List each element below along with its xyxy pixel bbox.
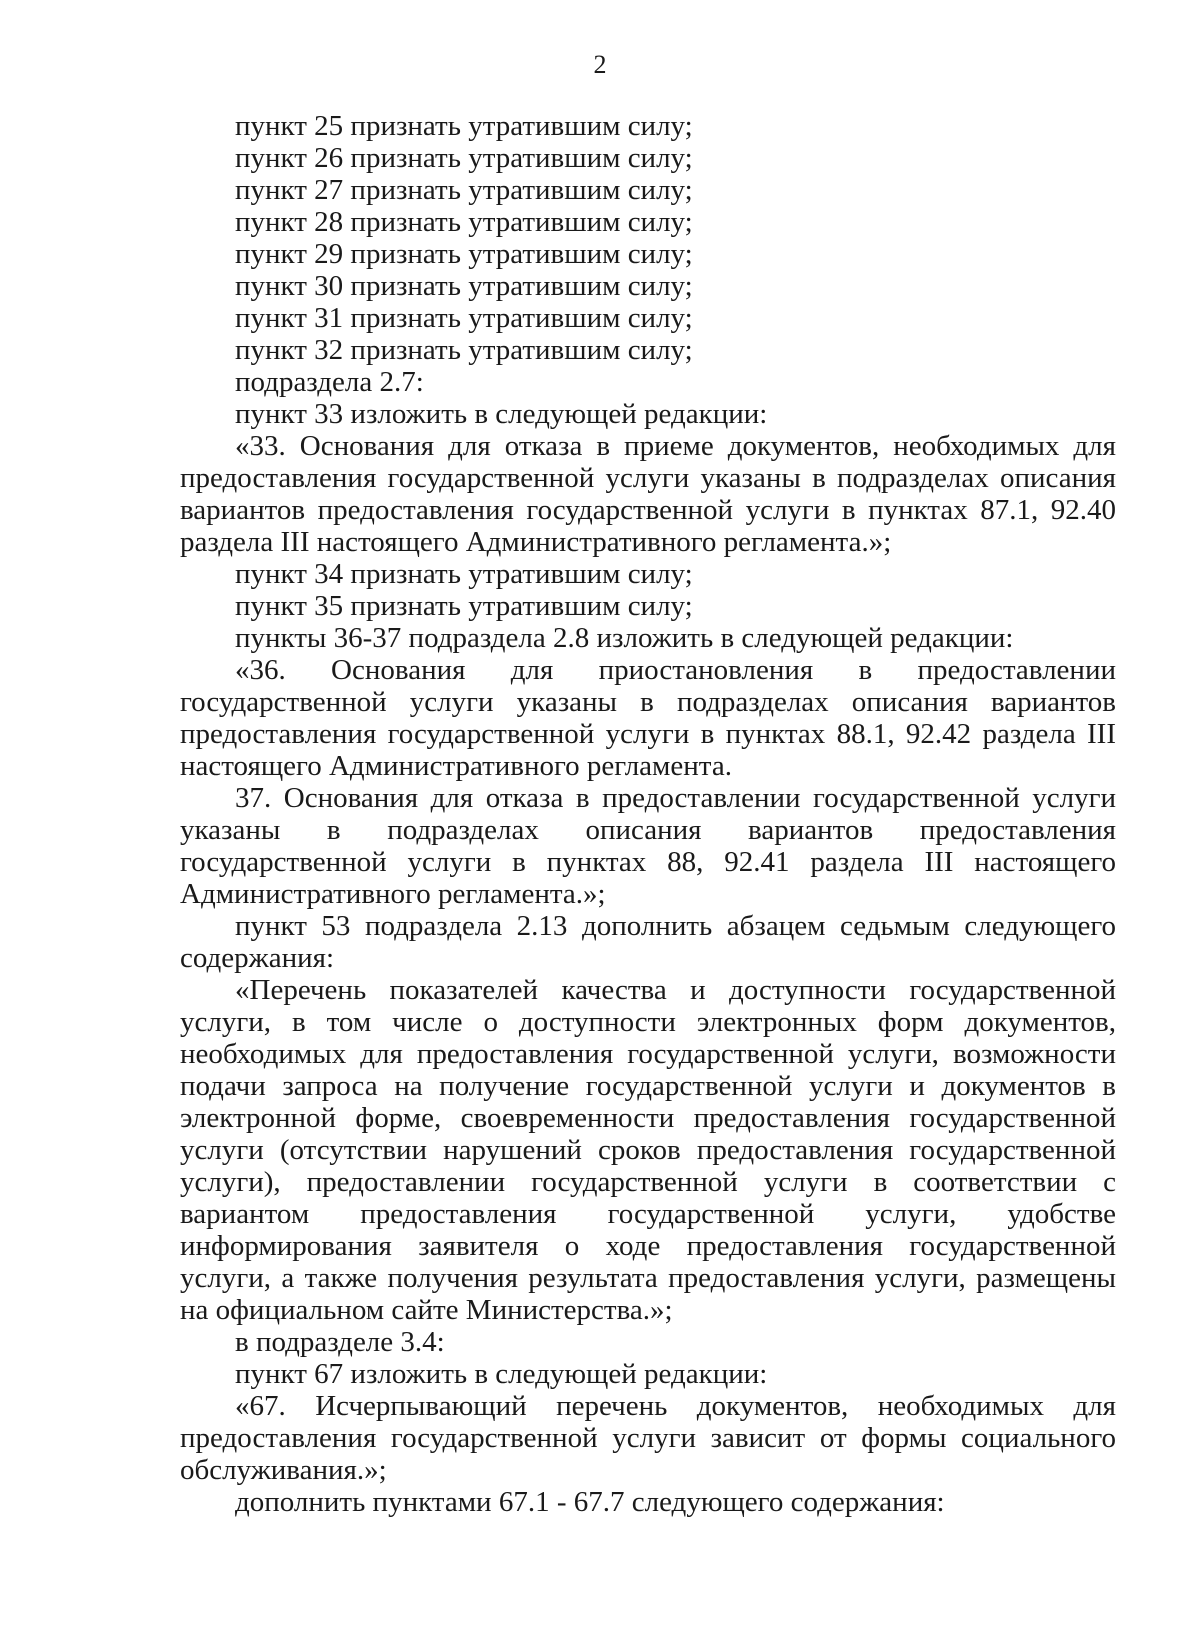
paragraph-36: «36. Основания для приостановления в предоставлении государственной услуги указаны в подразделах описания вариантов предоставления государственной услуги в пунктах 88.1, 92.42 раздела III настоящего Административного регламента. bbox=[180, 654, 1116, 782]
text-line-points-36-37-intro: пункты 36-37 подраздела 2.8 изложить в следующей редакции: bbox=[235, 622, 1014, 654]
text-line-point-29: пункт 29 признать утратившим силу; bbox=[235, 238, 693, 270]
text-line-point-25: пункт 25 признать утратившим силу; bbox=[235, 110, 693, 142]
text-line-points-67-1-67-7-intro: дополнить пунктами 67.1 - 67.7 следующего содержания: bbox=[235, 1486, 945, 1518]
text-line-point-26: пункт 26 признать утратившим силу; bbox=[235, 142, 693, 174]
paragraph-37: 37. Основания для отказа в предоставлении государственной услуги указаны в подразделах описания вариантов предоставления государственной услуги в пунктах 88, 92.41 раздела III настоящего Административного регламента.»; bbox=[180, 782, 1116, 910]
paragraph-67: «67. Исчерпывающий перечень документов, необходимых для предоставления государственной услуги зависит от формы социального обслуживания.»; bbox=[180, 1390, 1116, 1486]
page-number: 2 bbox=[593, 50, 607, 79]
text-line-subsection-3-4: в подразделе 3.4: bbox=[235, 1326, 445, 1358]
paragraph-quality-indicators: «Перечень показателей качества и доступности государственной услуги, в том числе о доступности электронных форм документов, необходимых для предоставления государственной услуги, возможности подачи запроса на получение государственной услуги и документов в электронной форме, своевременности предоставления государственной услуги (отсутствии нарушений сроков предоставления государственной услуги), предоставлении государственной услуги в соответствии с вариантом предоставления государственной услуги, удобстве информирования заявителя о ходе предоставления государственной услуги, а также получения результата предоставления услуги, размещены на официальном сайте Министерства.»; bbox=[180, 974, 1116, 1326]
text-line-point-67-intro: пункт 67 изложить в следующей редакции: bbox=[235, 1358, 768, 1390]
text-line-point-34: пункт 34 признать утратившим силу; bbox=[235, 558, 693, 590]
paragraph-53-intro: пункт 53 подраздела 2.13 дополнить абзацем седьмым следующего содержания: bbox=[180, 910, 1116, 974]
text-line-point-33-intro: пункт 33 изложить в следующей редакции: bbox=[235, 398, 768, 430]
text-line-point-28: пункт 28 признать утратившим силу; bbox=[235, 206, 693, 238]
text-line-point-35: пункт 35 признать утратившим силу; bbox=[235, 590, 693, 622]
text-line-point-27: пункт 27 признать утратившим силу; bbox=[235, 174, 693, 206]
paragraph-33: «33. Основания для отказа в приеме документов, необходимых для предоставления государственной услуги указаны в подразделах описания вариантов предоставления государственной услуги в пунктах 87.1, 92.40 раздела III настоящего Административного регламента.»; bbox=[180, 430, 1116, 558]
text-line-point-32: пункт 32 признать утратившим силу; bbox=[235, 334, 693, 366]
text-line-point-31: пункт 31 признать утратившим силу; bbox=[235, 302, 693, 334]
document-body bbox=[180, 110, 1116, 1518]
text-line-point-30: пункт 30 признать утратившим силу; bbox=[235, 270, 693, 302]
text-line-subsection-2-7: подраздела 2.7: bbox=[235, 366, 424, 398]
